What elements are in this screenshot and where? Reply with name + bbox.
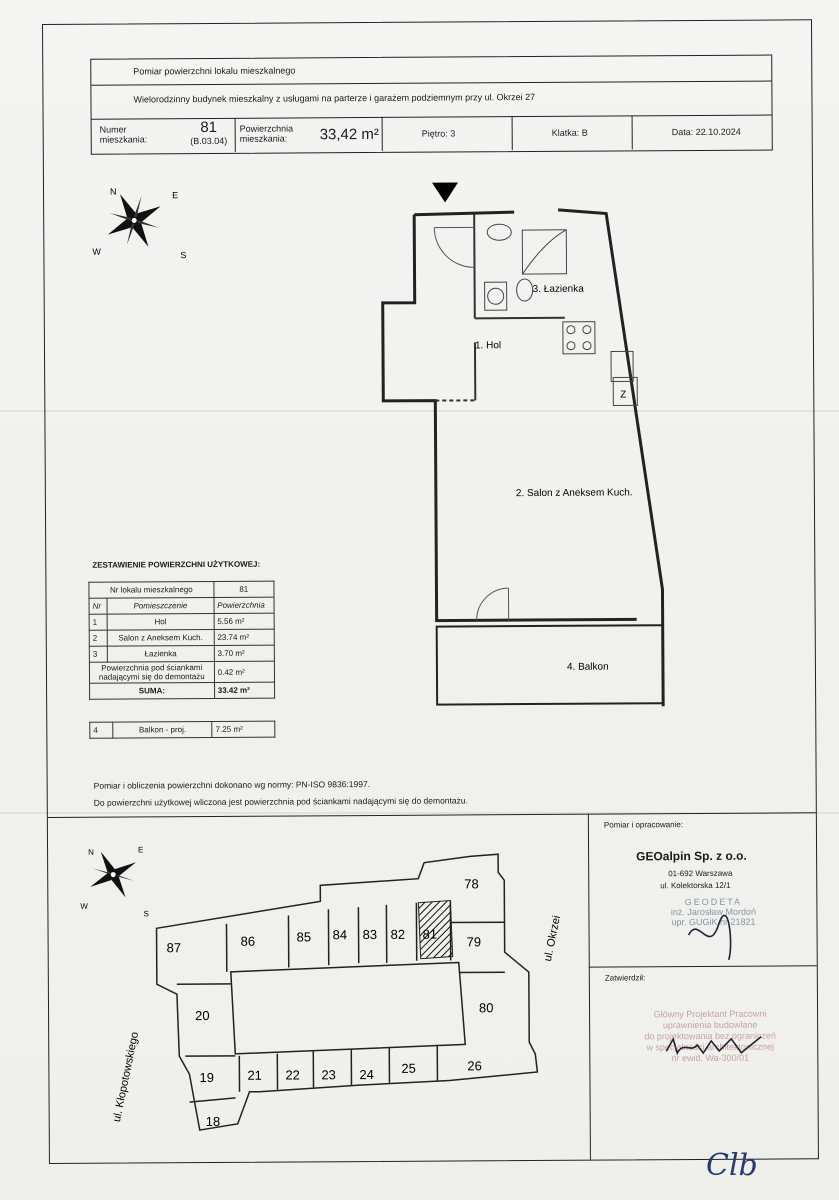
flat-value: 81: [214, 581, 274, 597]
toilet-icon: [517, 279, 533, 301]
floor-info: Piętro: 3: [421, 128, 456, 139]
flat-number: 81 (B.03.04): [190, 118, 228, 147]
plan-z-mark: Z: [620, 389, 627, 401]
unit-label: 82: [390, 926, 406, 942]
entrance-marker-icon: [432, 182, 458, 202]
unit-label: 19: [199, 1069, 214, 1086]
compass-s: S: [180, 250, 187, 261]
company-address-1: 01-692 Warszawa: [668, 868, 733, 879]
unit-label: 83: [362, 926, 378, 943]
floor-plan: [374, 181, 677, 723]
table-row: 1 Hol 5.56 m²: [89, 613, 274, 630]
balcony-outline: [437, 625, 663, 704]
staircase-info: Klatka: B: [551, 127, 588, 138]
flat-label: Nr lokalu mieszkalnego: [89, 581, 214, 598]
unit-label: 21: [247, 1067, 262, 1083]
room-label-hol: 1. Hol: [474, 340, 502, 352]
header-title: Pomiar powierzchni lokalu mieszkalnego: [133, 65, 296, 77]
flat-area: 33,42 m²: [319, 125, 379, 144]
table-row: 4 Balkon - proj. 7.25 m²: [90, 721, 275, 738]
unit-label: 80: [478, 1000, 494, 1016]
svg-text:W: W: [80, 901, 88, 911]
compass-w: W: [92, 246, 101, 257]
unit-label: 26: [467, 1058, 482, 1074]
unit-label: 87: [166, 940, 182, 956]
unit-label: 23: [321, 1067, 336, 1083]
date-info: Data: 22.10.2024: [671, 126, 741, 138]
approved-label: Zatwierdził:: [604, 973, 646, 983]
company-name: GEOalpin Sp. z o.o.: [636, 848, 747, 864]
area-label: Powierzchnia mieszkania:: [239, 123, 294, 144]
street-west: ul. Kłopotowskiego: [110, 1030, 142, 1124]
signature-icon: [661, 1031, 771, 1062]
handwritten-note: Clb: [706, 1148, 758, 1183]
table-row: 3 Łazienka 3.70 m²: [89, 645, 274, 662]
shower-icon: [522, 230, 566, 274]
unit-label: 79: [466, 934, 482, 950]
street-east: ul. Okrzei: [541, 914, 564, 963]
unit-label: 20: [195, 1007, 210, 1024]
unit-label: 86: [240, 933, 256, 949]
cooktop-icon: [563, 322, 595, 354]
table-row: Powierzchnia pod ściankami nadającymi się do demontażu 0.42 m²: [89, 661, 274, 683]
header-building: Wielorodzinny budynek mieszkalny z usługami na parterze i garażem podziemnym przy ul. Okrzei 27: [133, 91, 536, 105]
unit-label: 84: [332, 927, 348, 943]
summary-table: [88, 581, 275, 700]
sum-row: SUMA: 33.42 m²: [90, 682, 275, 699]
unit-label: 22: [285, 1067, 300, 1083]
compass-rose-icon: [84, 184, 194, 265]
col-nr: Nr: [89, 598, 107, 614]
svg-text:S: S: [143, 909, 149, 919]
prepared-by-label: Pomiar i opracowanie:: [603, 820, 684, 830]
svg-text:E: E: [138, 845, 144, 855]
number-label: Numer mieszkania:: [99, 124, 148, 145]
note-standard: Pomiar i obliczenia powierzchni dokonano wg normy: PN-ISO 9836:1997.: [93, 779, 371, 791]
room-label-living: 2. Salon z Aneksem Kuch.: [515, 487, 633, 500]
col-area: Powierzchnia: [214, 597, 274, 613]
header-table: [90, 55, 773, 155]
summary-title: ZESTAWIENIE POWIERZCHNI UŻYTKOWEJ:: [92, 559, 261, 570]
compass-n: N: [109, 186, 117, 197]
unit-label: 85: [296, 929, 312, 945]
note-walls: Do powierzchni użytkowej wliczona jest powierzchnia pod ściankami nadającymi się do demontażu.: [93, 795, 468, 808]
room-label-bathroom: 3. Łazienka: [532, 283, 584, 296]
site-plan: [58, 822, 580, 1155]
unit-label: 25: [401, 1060, 416, 1076]
col-room: Pomieszczenie: [107, 597, 214, 614]
architect-stamp: Główny Projektant Pracowni uprawnienia budowlane do projektowania bez ograniczeń w specjalności architektonicznej nr ewid. Wa-300/01: [644, 1008, 777, 1064]
svg-text:N: N: [88, 847, 94, 857]
unit-label: 78: [464, 876, 479, 892]
compass-e: E: [172, 190, 179, 201]
balcony-table: [89, 721, 275, 739]
unit-label: 24: [359, 1066, 374, 1083]
unit-label: 18: [205, 1113, 221, 1130]
document-frame: [42, 19, 819, 1164]
sink-icon: [487, 224, 511, 240]
table-row: 2 Salon z Aneksem Kuch. 23.74 m²: [89, 629, 274, 646]
surveyor-stamp: GEODETA inż. Jarosław Mordoń upr. GUGiK nr 21821: [670, 896, 756, 928]
unit-label: 81: [422, 926, 438, 942]
signature-icon: [678, 905, 748, 965]
room-label-balcony: 4. Balkon: [566, 661, 609, 673]
company-address-2: ul. Kolektorska 12/1: [660, 880, 731, 891]
